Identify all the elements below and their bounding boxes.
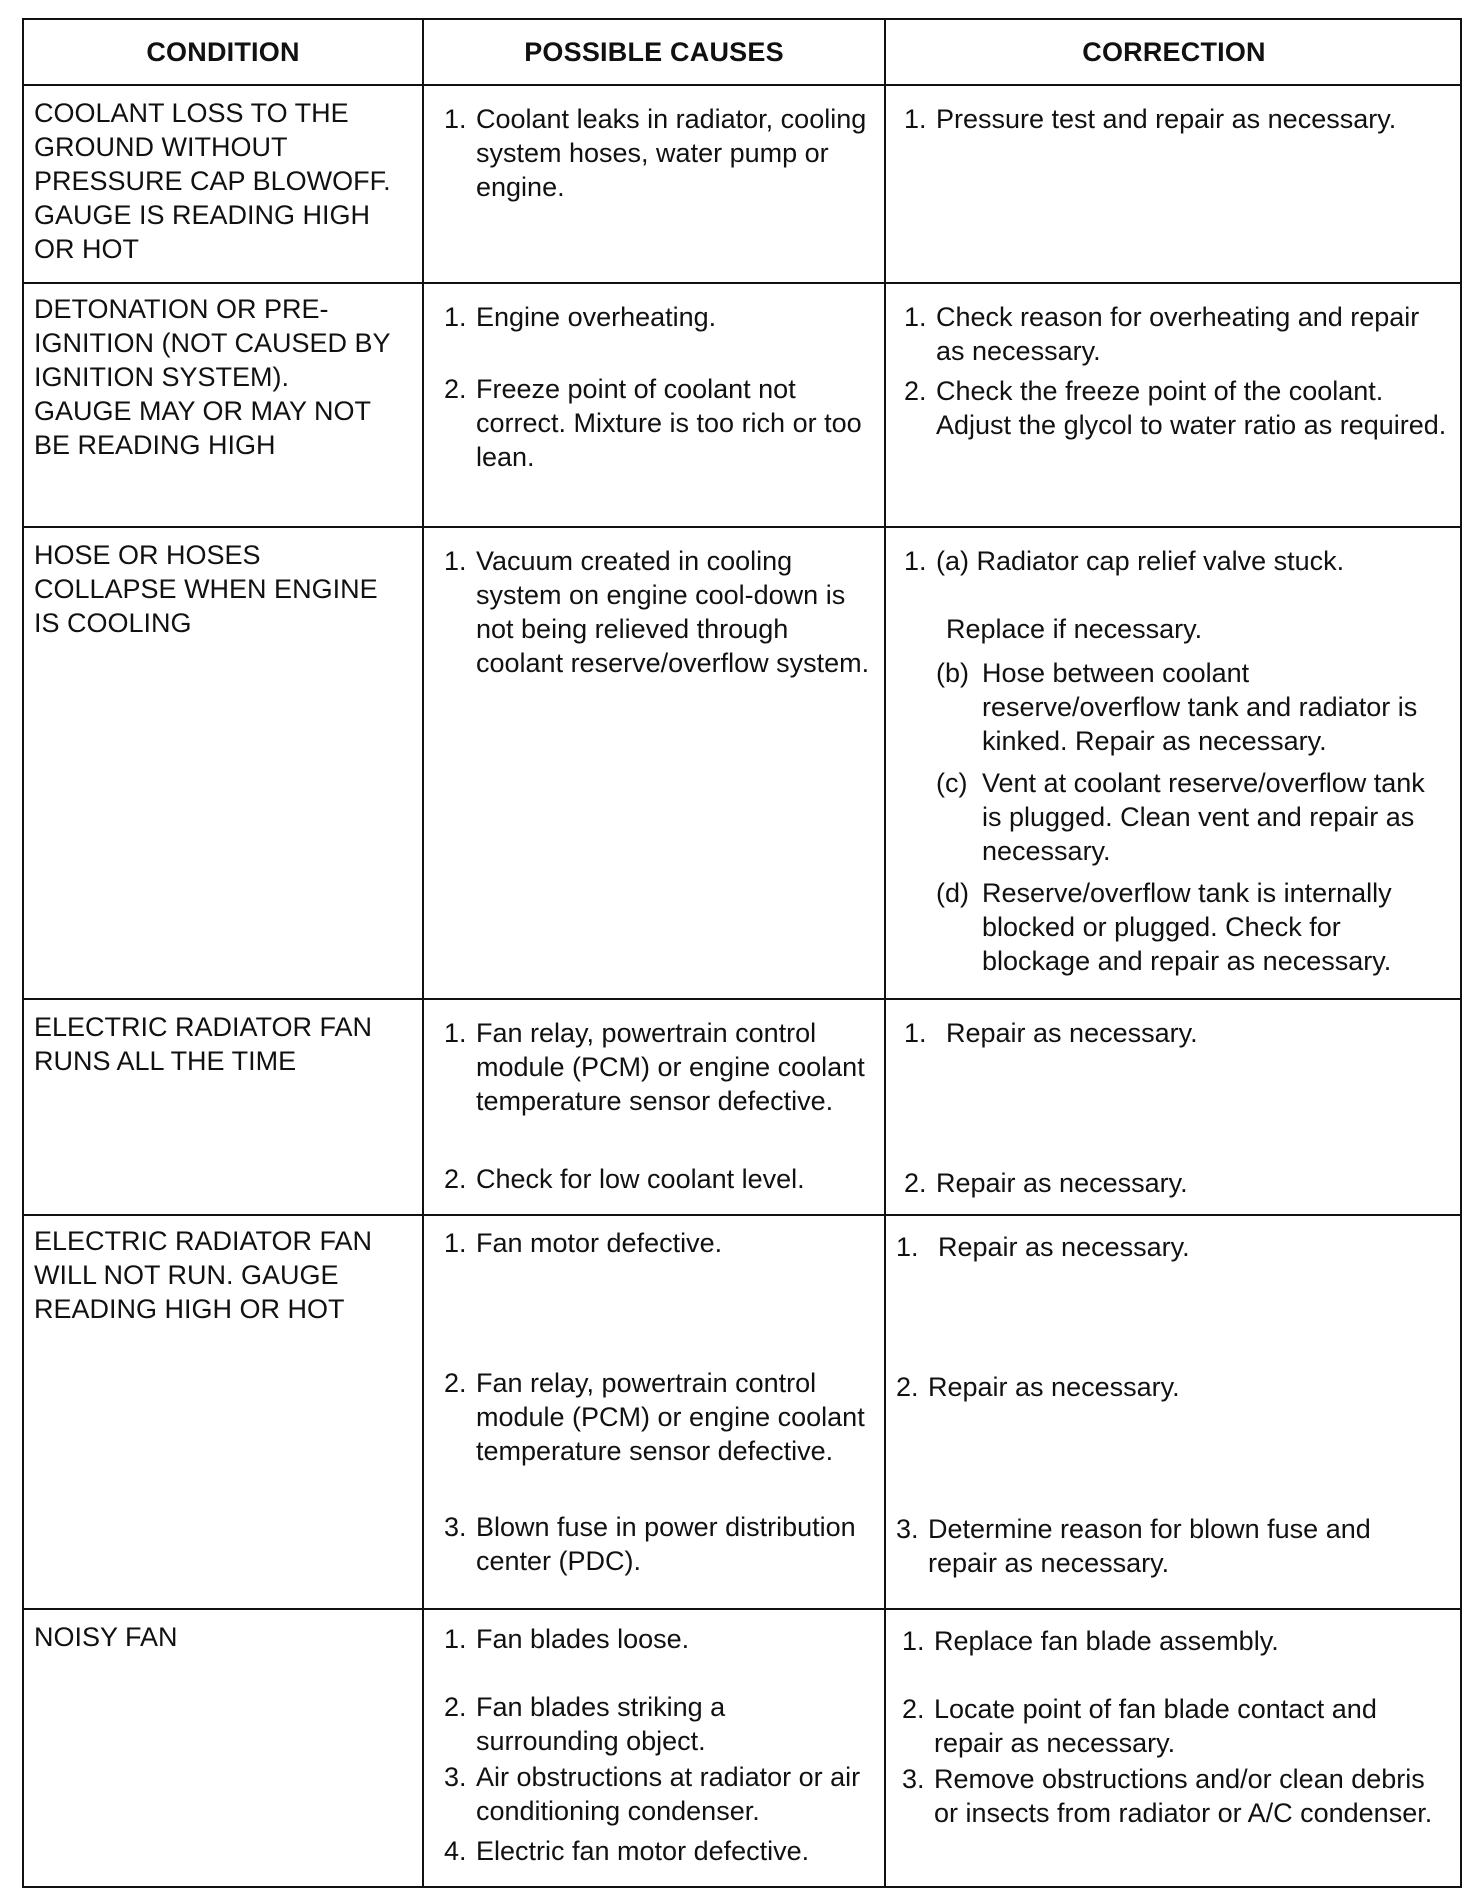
- cause-text: Check for low coolant level.: [476, 1164, 805, 1194]
- correction-text: Check reason for overheating and repair as necessary.: [936, 302, 1420, 366]
- correction-text: (a) Radiator cap relief valve stuck.: [936, 546, 1345, 576]
- condition-cell: ELECTRIC RADIATOR FAN WILL NOT RUN. GAUGE READING HIGH OR HOT: [34, 1226, 373, 1324]
- condition-cell: HOSE OR HOSES COLLAPSE WHEN ENGINE IS COOLING: [34, 540, 378, 638]
- correction-number: 2.: [904, 1168, 927, 1198]
- cause-number: 1.: [444, 104, 467, 134]
- correction-item: [896, 1230, 1452, 1264]
- cause-number: 1.: [444, 302, 467, 332]
- cause-item: [444, 1510, 874, 1578]
- correction-number: 2.: [896, 1372, 919, 1402]
- cause-text: Electric fan motor defective.: [476, 1836, 810, 1866]
- cause-item: [444, 1226, 874, 1260]
- cause-item: [444, 1162, 874, 1196]
- cause-number: 3.: [444, 1512, 467, 1542]
- correction-number: 1.: [904, 1018, 927, 1048]
- cause-number: 2.: [444, 374, 467, 404]
- cause-item: [444, 1366, 874, 1468]
- correction-text: Pressure test and repair as necessary.: [936, 104, 1397, 134]
- row-divider: [24, 1608, 1460, 1610]
- correction-text: Check the freeze point of the coolant. Adjust the glycol to water ratio as required.: [936, 376, 1447, 440]
- correction-item: [904, 102, 1454, 136]
- cause-number: 1.: [444, 546, 467, 576]
- cause-number: 1.: [444, 1018, 467, 1048]
- correction-text: Vent at coolant reserve/overflow tank is plugged. Clean vent and repair as necessary.: [982, 768, 1425, 866]
- correction-item: [904, 1166, 1454, 1200]
- cause-text: Air obstructions at radiator or air conditioning condenser.: [476, 1762, 861, 1826]
- correction-item: [902, 1692, 1458, 1760]
- cause-text: Fan blades striking a surrounding object.: [476, 1692, 726, 1756]
- row-divider: [24, 1214, 1460, 1216]
- correction-item: [896, 1512, 1452, 1580]
- row-divider: [24, 998, 1460, 1000]
- correction-text: Reserve/overflow tank is internally blocked or plugged. Check for blockage and repair as necessary.: [982, 878, 1392, 976]
- correction-letter: (d): [936, 878, 969, 908]
- correction-subitem: [936, 876, 1456, 978]
- correction-item: [904, 544, 1454, 578]
- row-divider: [24, 84, 1460, 86]
- correction-item: [896, 1370, 1452, 1404]
- correction-number: 1.: [896, 1232, 919, 1262]
- cause-item: [444, 102, 874, 204]
- condition-cell: ELECTRIC RADIATOR FAN RUNS ALL THE TIME: [34, 1012, 373, 1076]
- correction-number: 2.: [902, 1694, 925, 1724]
- condition-cell: COOLANT LOSS TO THE GROUND WITHOUT PRESSURE CAP BLOWOFF. GAUGE IS READING HIGH OR HOT: [34, 98, 391, 264]
- correction-number: 1.: [902, 1626, 925, 1656]
- correction-number: 3.: [902, 1764, 925, 1794]
- condition-cell: DETONATION OR PRE- IGNITION (NOT CAUSED BY IGNITION SYSTEM). GAUGE MAY OR MAY NOT BE READING HIGH: [34, 294, 391, 460]
- cause-text: Freeze point of coolant not correct. Mixture is too rich or too lean.: [476, 374, 862, 472]
- row-divider: [24, 526, 1460, 528]
- cause-text: Vacuum created in cooling system on engine cool-down is not being relieved through coolant reserve/overflow system.: [476, 546, 870, 678]
- correction-subitem: [936, 766, 1456, 868]
- cause-number: 2.: [444, 1368, 467, 1398]
- correction-letter: (b): [936, 658, 969, 688]
- correction-subitem: [936, 656, 1456, 758]
- cause-number: 3.: [444, 1762, 467, 1792]
- cause-text: Coolant leaks in radiator, cooling system hoses, water pump or engine.: [476, 104, 867, 202]
- cause-text: Blown fuse in power distribution center (PDC).: [476, 1512, 856, 1576]
- header-condition: CONDITION: [146, 36, 300, 67]
- cause-item: [444, 1690, 874, 1758]
- correction-text: Replace if necessary.: [946, 614, 1203, 644]
- cause-item: [444, 1760, 874, 1828]
- correction-item: [946, 612, 1446, 646]
- correction-letter: (c): [936, 768, 968, 798]
- correction-number: 1.: [904, 302, 927, 332]
- correction-text: Repair as necessary.: [936, 1168, 1188, 1198]
- cause-number: 2.: [444, 1164, 467, 1194]
- correction-number: 2.: [904, 376, 927, 406]
- cause-text: Engine overheating.: [476, 302, 717, 332]
- correction-number: 1.: [904, 546, 927, 576]
- correction-text: Repair as necessary.: [928, 1372, 1180, 1402]
- correction-text: Locate point of fan blade contact and repair as necessary.: [934, 1694, 1377, 1758]
- cause-item: [444, 1834, 874, 1868]
- cause-number: 1.: [444, 1624, 467, 1654]
- cause-item: [444, 1622, 874, 1656]
- correction-number: 3.: [896, 1514, 919, 1544]
- correction-item: [902, 1624, 1458, 1658]
- cause-item: [444, 544, 874, 680]
- correction-text: Remove obstructions and/or clean debris or insects from radiator or A/C condenser.: [934, 1764, 1433, 1828]
- header-possible-causes: POSSIBLE CAUSES: [524, 36, 784, 67]
- cause-text: Fan relay, powertrain control module (PCM) or engine coolant temperature sensor defective.: [476, 1018, 865, 1116]
- cause-item: [444, 1016, 874, 1118]
- correction-item: [902, 1762, 1458, 1830]
- correction-item: [904, 300, 1454, 368]
- correction-item: [904, 374, 1460, 442]
- column-divider: [884, 20, 886, 1886]
- correction-text: Repair as necessary.: [938, 1232, 1190, 1262]
- condition-cell: NOISY FAN: [34, 1622, 178, 1652]
- correction-text: Replace fan blade assembly.: [934, 1626, 1279, 1656]
- cause-number: 2.: [444, 1692, 467, 1722]
- row-divider: [24, 282, 1460, 284]
- correction-text: Repair as necessary.: [946, 1018, 1198, 1048]
- cause-text: Fan blades loose.: [476, 1624, 690, 1654]
- correction-text: Determine reason for blown fuse and repair as necessary.: [928, 1514, 1371, 1578]
- column-divider: [422, 20, 424, 1886]
- cause-text: Fan motor defective.: [476, 1228, 723, 1258]
- correction-text: Hose between coolant reserve/overflow tank and radiator is kinked. Repair as necessary.: [982, 658, 1418, 756]
- correction-item: [904, 1016, 1454, 1050]
- cause-item: [444, 300, 874, 334]
- troubleshooting-table: [22, 18, 1462, 1888]
- cause-number: 4.: [444, 1836, 467, 1866]
- correction-number: 1.: [904, 104, 927, 134]
- cause-number: 1.: [444, 1228, 467, 1258]
- cause-text: Fan relay, powertrain control module (PCM) or engine coolant temperature sensor defective.: [476, 1368, 865, 1466]
- cause-item: [444, 372, 874, 474]
- header-correction: CORRECTION: [1082, 36, 1266, 67]
